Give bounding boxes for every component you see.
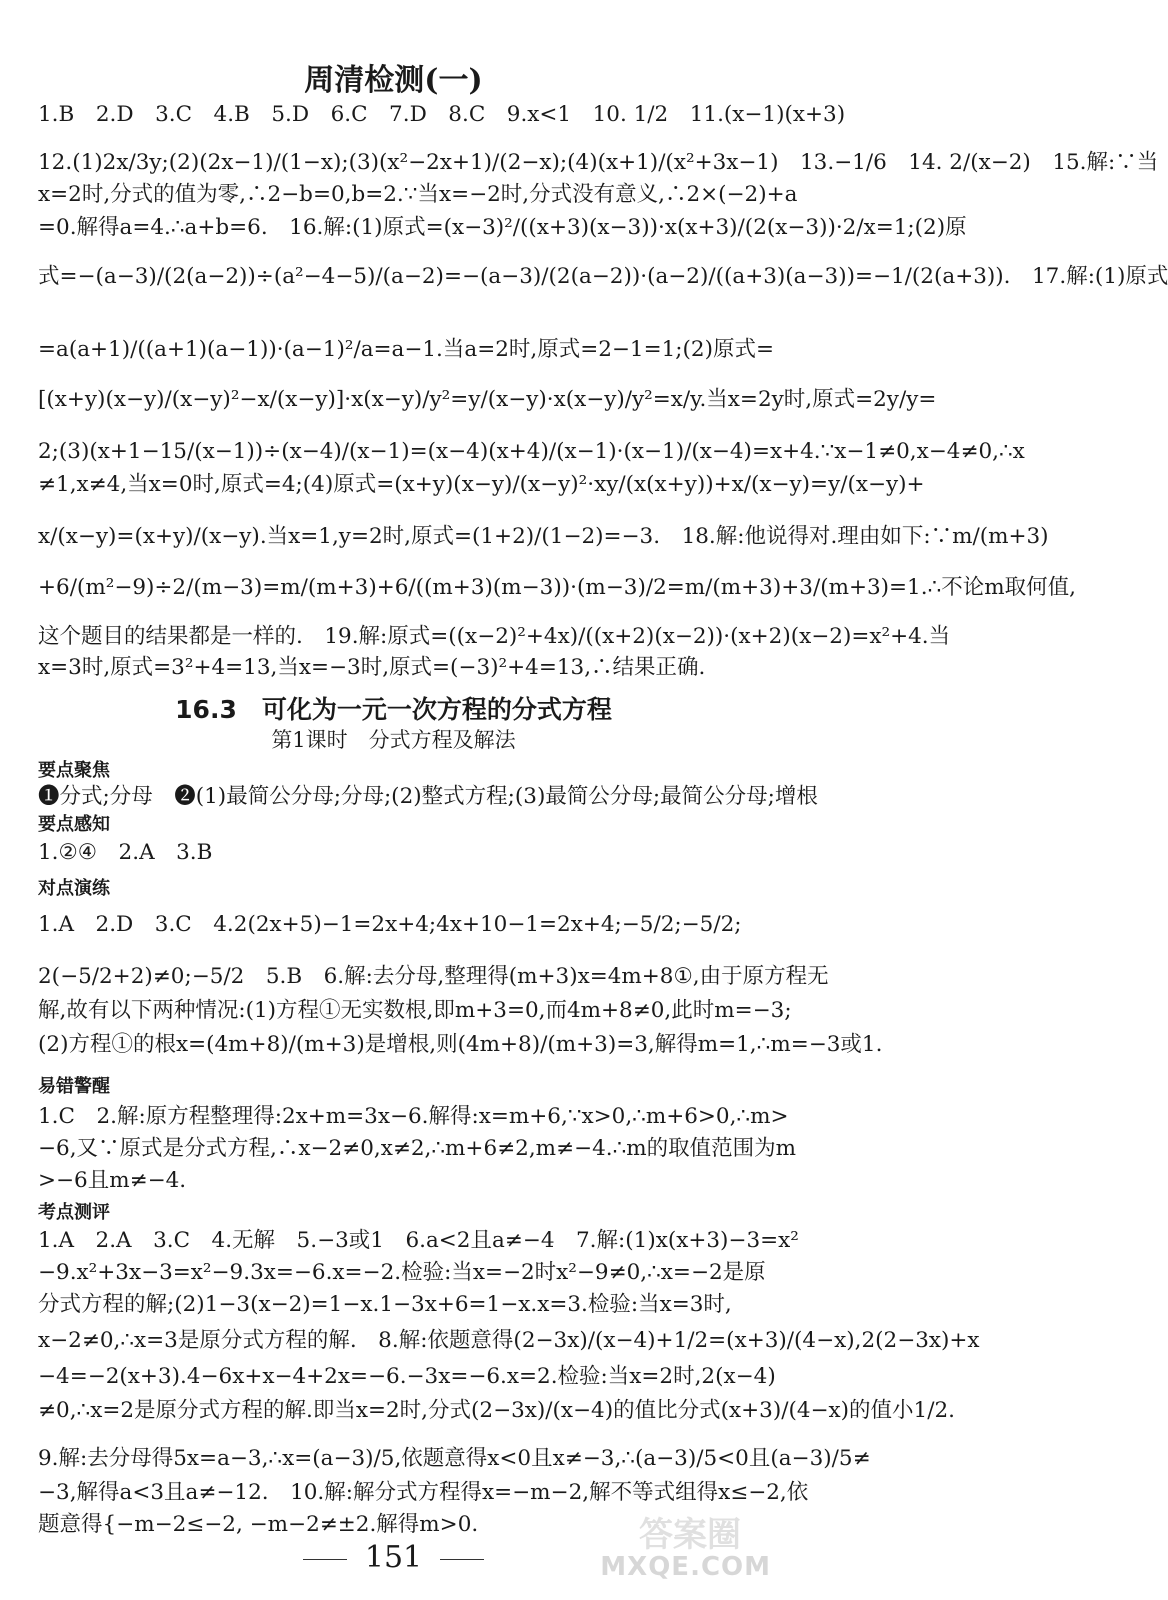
error-line: −6,又∵原式是分式方程,∴x−2≠0,x≠2,∴m+6≠2,m≠−4.∴m的取值范围为m [38, 1136, 797, 1161]
watermark-url: MXQE.COM [600, 1552, 771, 1582]
answer-line: 2;(3)(x+1−15/(x−1))÷(x−4)/(x−1)=(x−4)(x+4)/(x−1)·(x−1)/(x−4)=x+4.∵x−1≠0,x−4≠0,∴x [38, 439, 1025, 464]
exam-line: 题意得{−m−2≤−2, −m−2≠±2.解得m>0. [38, 1512, 479, 1537]
lesson-title: 第1课时 分式方程及解法 [271, 728, 516, 752]
practice-line: (2)方程①的根x=(4m+8)/(m+3)是增根,则(4m+8)/(m+3)=3,解得m=1,∴m=−3或1. [38, 1032, 883, 1057]
exam-line: ≠0,∴x=2是原分式方程的解.即当x=2时,分式(2−3x)/(x−4)的值比分式(x+3)/(4−x)的值小1/2. [38, 1398, 955, 1423]
page-title: 周清检测(一) [304, 63, 483, 98]
answer-line: 式=−(a−3)/(2(a−2))÷(a²−4−5)/(a−2)=−(a−3)/(2(a−2))·(a−2)/((a+3)(a−3))=−1/(2(a+3)). 17.解:(1)原式 [38, 264, 1168, 289]
watermark-logo [591, 1515, 781, 1590]
answer-line: ≠1,x≠4,当x=0时,原式=4;(4)原式=(x+y)(x−y)/(x−y)²·xy/(x(x+y))+x/(x−y)=y/(x−y)+ [38, 472, 925, 497]
answer-line: 1.B 2.D 3.C 4.B 5.D 6.C 7.D 8.C 9.x<1 10. 1/2 11.(x−1)(x+3) [38, 102, 846, 127]
answer-line: x=2时,分式的值为零,∴2−b=0,b=2.∵当x=−2时,分式没有意义,∴2×(−2)+a [38, 182, 798, 207]
key-focus-text: ❶分式;分母 ❷(1)最简公分母;分母;(2)整式方程;(3)最简公分母;最简公分母;增根 [38, 784, 818, 809]
heading-exam-review: 考点测评 [38, 1202, 110, 1223]
answer-line: [(x+y)(x−y)/(x−y)²−x/(x−y)]·x(x−y)/y²=y/(x−y)·x(x−y)/y²=x/y.当x=2y时,原式=2y/y= [38, 387, 937, 412]
answer-line: 12.(1)2x/3y;(2)(2x−1)/(1−x);(3)(x²−2x+1)/(2−x);(4)(x+1)/(x²+3x−1) 13.−1/6 14. 2/(x−2) 15.解:∵当 [38, 150, 1159, 175]
watermark-cn: 答案圈 [639, 1515, 741, 1555]
error-line: 1.C 2.解:原方程整理得:2x+m=3x−6.解得:x=m+6,∵x>0,∴m+6>0,∴m> [38, 1104, 789, 1129]
exam-line: 1.A 2.A 3.C 4.无解 5.−3或1 6.a<2且a≠−4 7.解:(1)x(x+3)−3=x² [38, 1228, 799, 1253]
exam-line: x−2≠0,∴x=3是原分式方程的解. 8.解:依题意得(2−3x)/(x−4)+1/2=(x+3)/(4−x),2(2−3x)+x [38, 1328, 980, 1353]
page-number-dash [440, 1559, 484, 1560]
exam-line: 9.解:去分母得5x=a−3,∴x=(a−3)/5,依题意得x<0且x≠−3,∴(a−3)/5<0且(a−3)/5≠ [38, 1446, 871, 1471]
answer-line: =0.解得a=4.∴a+b=6. 16.解:(1)原式=(x−3)²/((x+3)(x−3))·x(x+3)/(2(x−3))·2/x=1;(2)原 [38, 215, 967, 240]
heading-practice: 对点演练 [38, 878, 110, 899]
heading-key-focus: 要点聚焦 [38, 760, 110, 781]
answer-line: x=3时,原式=3²+4=13,当x=−3时,原式=(−3)²+4=13,∴结果正确. [38, 655, 706, 680]
practice-line: 1.A 2.D 3.C 4.2(2x+5)−1=2x+4;4x+10−1=2x+4;−5/2;−5/2; [38, 912, 742, 937]
answer-line: +6/(m²−9)÷2/(m−3)=m/(m+3)+6/((m+3)(m−3))·(m−3)/2=m/(m+3)+3/(m+3)=1.∴不论m取何值, [38, 575, 1076, 600]
exam-line: −3,解得a<3且a≠−12. 10.解:解分式方程得x=−m−2,解不等式组得x≤−2,依 [38, 1480, 809, 1505]
exam-line: −9.x²+3x−3=x²−9.3x=−6.x=−2.检验:当x=−2时x²−9≠0,∴x=−2是原 [38, 1260, 766, 1285]
practice-line: 解,故有以下两种情况:(1)方程①无实数根,即m+3=0,而4m+8≠0,此时m=−3; [38, 998, 792, 1023]
exam-line: −4=−2(x+3).4−6x+x−4+2x=−6.−3x=−6.x=2.检验:当x=2时,2(x−4) [38, 1364, 776, 1389]
section-title: 16.3 可化为一元一次方程的分式方程 [175, 695, 612, 724]
practice-line: 2(−5/2+2)≠0;−5/2 5.B 6.解:去分母,整理得(m+3)x=4m+8①,由于原方程无 [38, 964, 829, 989]
answer-line: 这个题目的结果都是一样的. 19.解:原式=((x−2)²+4x)/((x+2)(x−2))·(x+2)(x−2)=x²+4.当 [38, 624, 951, 649]
answer-line: =a(a+1)/((a+1)(a−1))·(a−1)²/a=a−1.当a=2时,原式=2−1=1;(2)原式= [38, 337, 775, 362]
key-perception-text: 1.②④ 2.A 3.B [38, 840, 213, 865]
page-number-dash [303, 1559, 347, 1560]
error-line: >−6且m≠−4. [38, 1168, 187, 1193]
exam-line: 分式方程的解;(2)1−3(x−2)=1−x.1−3x+6=1−x.x=3.检验:当x=3时, [38, 1292, 732, 1317]
heading-key-perception: 要点感知 [38, 814, 110, 835]
answer-line: x/(x−y)=(x+y)/(x−y).当x=1,y=2时,原式=(1+2)/(1−2)=−3. 18.解:他说得对.理由如下:∵m/(m+3) [38, 524, 1049, 549]
heading-error-warning: 易错警醒 [38, 1076, 110, 1097]
page-number-text: 151 [364, 1540, 423, 1575]
